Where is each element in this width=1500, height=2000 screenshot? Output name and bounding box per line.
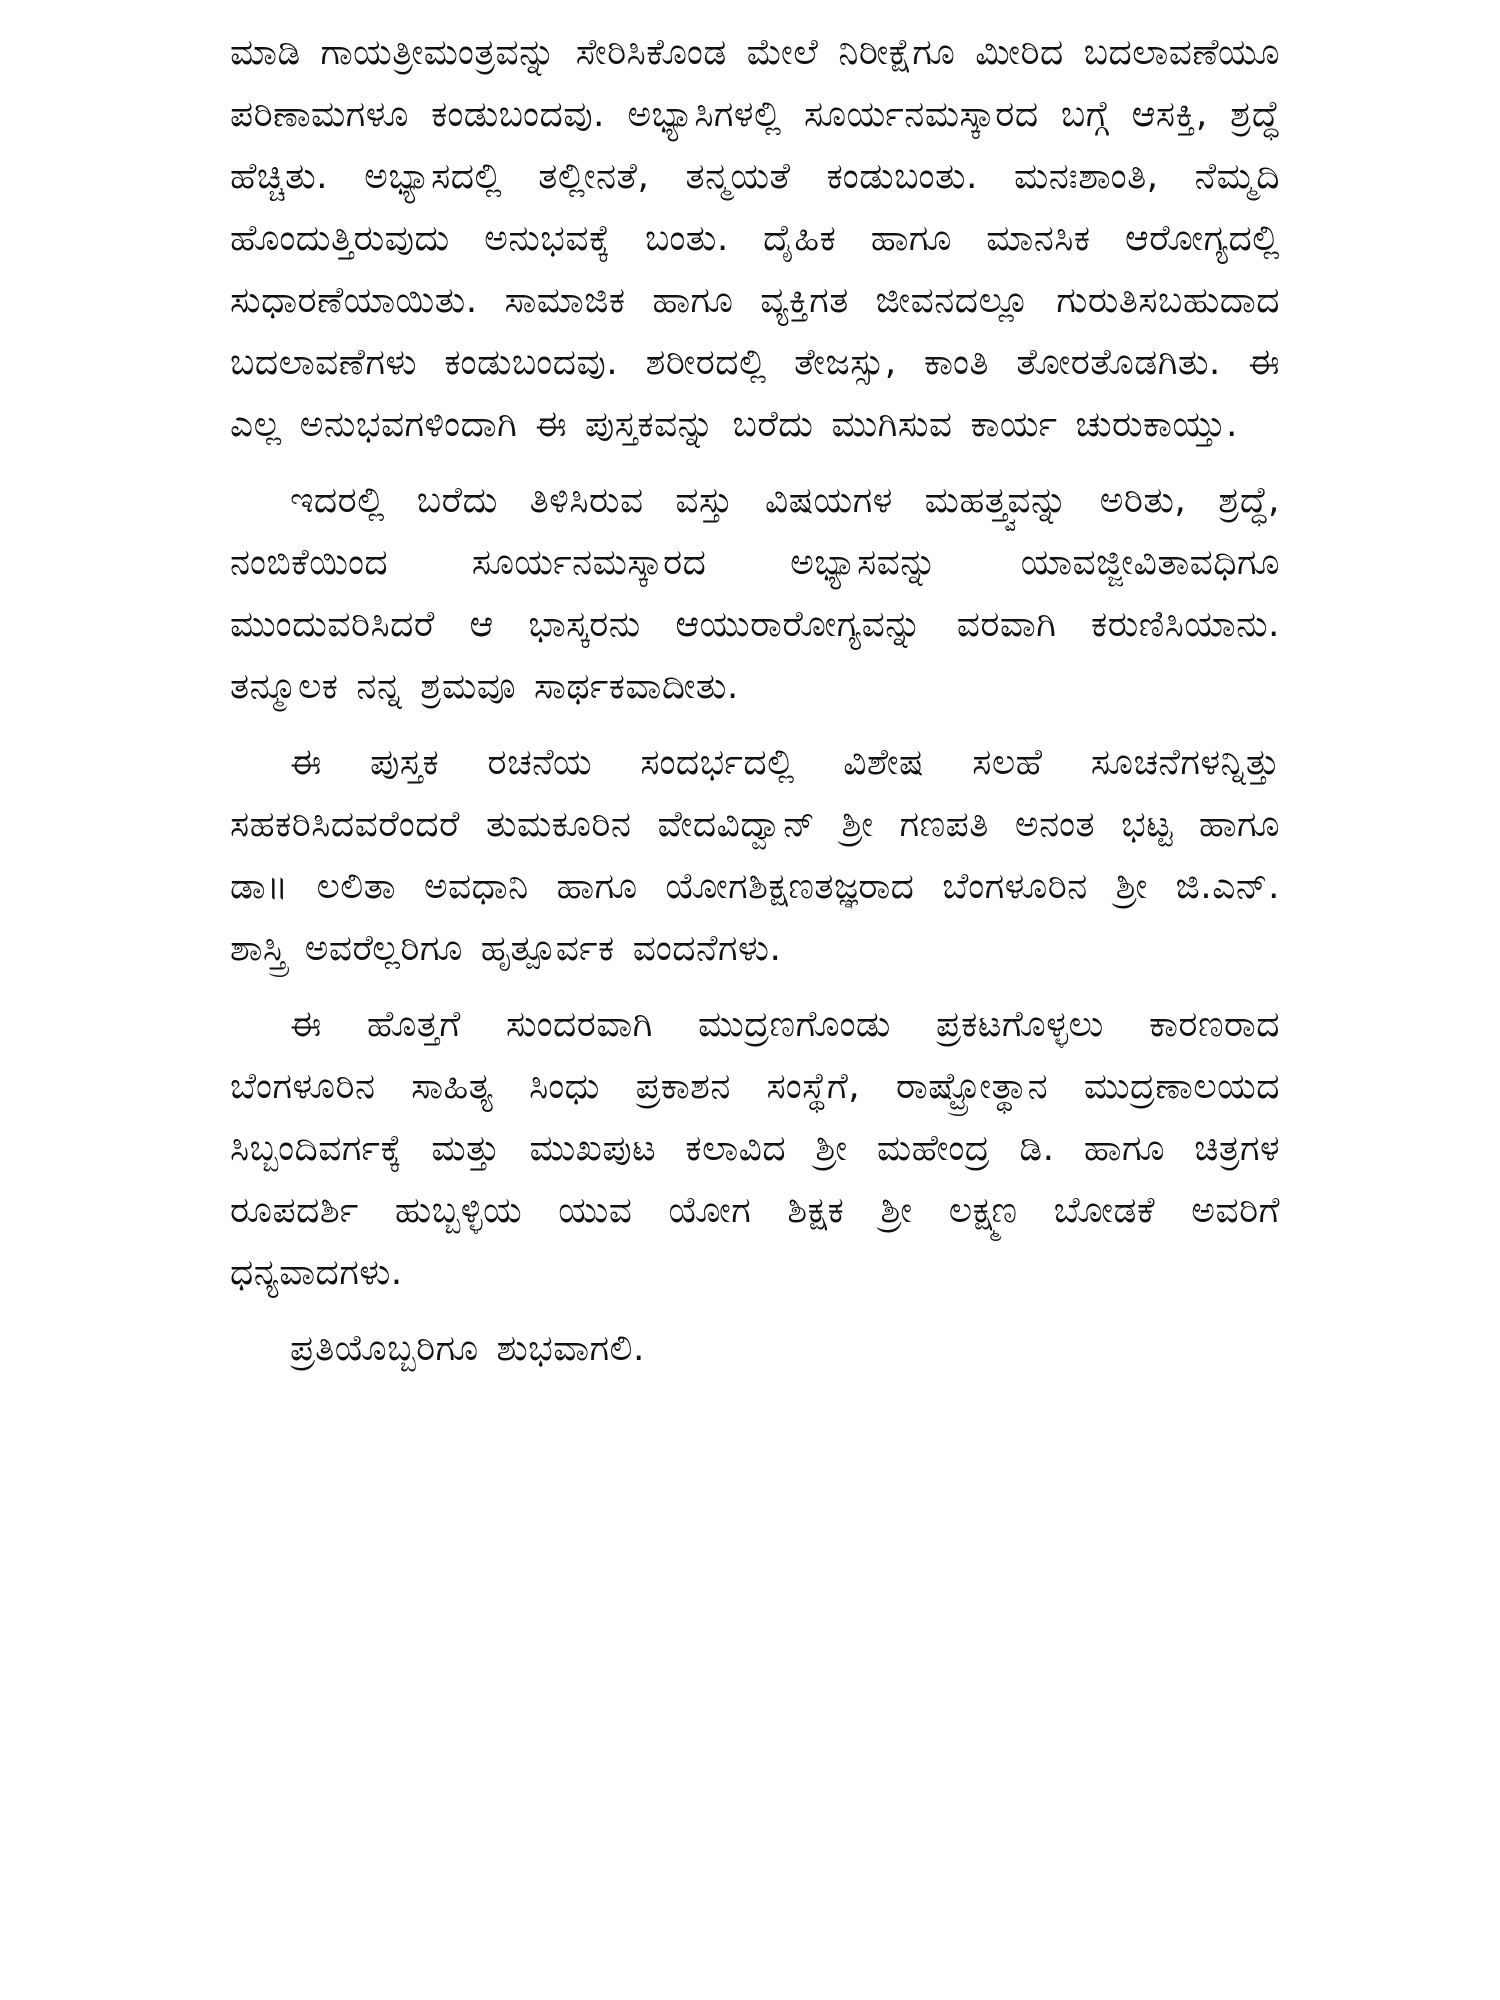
paragraph-acknowledgement-publishers: ಈ ಹೊತ್ತಗೆ ಸುಂದರವಾಗಿ ಮುದ್ರಣಗೊಂಡು ಪ್ರಕಟಗೊಳ್ಳಲು ಕಾರಣರಾದ ಬೆಂಗಳೂರಿನ ಸಾಹಿತ್ಯ ಸಿಂಧು ಪ್ರಕಾಶನ ಸಂಸ್ಥೆಗೆ, ರಾಷ್ಟ್ರೋತ್ಥಾನ ಮುದ್ರಣಾಲಯದ ಸಿಬ್ಬಂದಿವರ್ಗಕ್ಕೆ ಮತ್ತು ಮುಖಪುಟ ಕಲಾವಿದ ಶ್ರೀ ಮಹೇಂದ್ರ ಡಿ. ಹಾಗೂ ಚಿತ್ರಗಳ ರೂಪದರ್ಶಿ ಹುಬ್ಬಳ್ಳಿಯ ಯುವ ಯೋಗ ಶಿಕ್ಷಕ ಶ್ರೀ ಲಕ್ಷ್ಮಣ ಬೋಡಕೆ ಅವರಿಗೆ ಧನ್ಯವಾದಗಳು. — [230, 1004, 1280, 1293]
paragraph-practice-benefits: ಇದರಲ್ಲಿ ಬರೆದು ತಿಳಿಸಿರುವ ವಸ್ತು ವಿಷಯಗಳ ಮಹತ್ತ್ವವನ್ನು ಅರಿತು, ಶ್ರದ್ಧೆ, ನಂಬಿಕೆಯಿಂದ ಸೂರ್ಯನಮಸ್ಕಾರದ ಅಭ್ಯಾಸವನ್ನು ಯಾವಜ್ಜೀವಿತಾವಧಿಗೂ ಮುಂದುವರಿಸಿದರೆ ಆ ಭಾಸ್ಕರನು ಆಯುರಾರೋಗ್ಯವನ್ನು ವರವಾಗಿ ಕರುಣಿಸಿಯಾನು. ತನ್ಮೂಲಕ ನನ್ನ ಶ್ರಮವೂ ಸಾರ್ಥಕವಾದೀತು. — [230, 480, 1280, 707]
document-page — [230, 22, 1280, 1380]
paragraph-continuation: ಮಾಡಿ ಗಾಯತ್ರೀಮಂತ್ರವನ್ನು ಸೇರಿಸಿಕೊಂಡ ಮೇಲೆ ನಿರೀಕ್ಷೆಗೂ ಮೀರಿದ ಬದಲಾವಣೆಯೂ ಪರಿಣಾಮಗಳೂ ಕಂಡುಬಂದವು. ಅಭ್ಯಾಸಿಗಳಲ್ಲಿ ಸೂರ್ಯನಮಸ್ಕಾರದ ಬಗ್ಗೆ ಆಸಕ್ತಿ, ಶ್ರದ್ಧೆ ಹೆಚ್ಚಿತು. ಅಭ್ಯಾಸದಲ್ಲಿ ತಲ್ಲೀನತೆ, ತನ್ಮಯತೆ ಕಂಡುಬಂತು. ಮನಃಶಾಂತಿ, ನೆಮ್ಮದಿ ಹೊಂದುತ್ತಿರುವುದು ಅನುಭವಕ್ಕೆ ಬಂತು. ದೈಹಿಕ ಹಾಗೂ ಮಾನಸಿಕ ಆರೋಗ್ಯದಲ್ಲಿ ಸುಧಾರಣೆಯಾಯಿತು. ಸಾಮಾಜಿಕ ಹಾಗೂ ವ್ಯಕ್ತಿಗತ ಜೀವನದಲ್ಲೂ ಗುರುತಿಸಬಹುದಾದ ಬದಲಾವಣೆಗಳು ಕಂಡುಬಂದವು. ಶರೀರದಲ್ಲಿ ತೇಜಸ್ಸು, ಕಾಂತಿ ತೋರತೊಡಗಿತು. ಈ ಎಲ್ಲ ಅನುಭವಗಳಿಂದಾಗಿ ಈ ಪುಸ್ತಕವನ್ನು ಬರೆದು ಮುಗಿಸುವ ಕಾರ್ಯ ಚುರುಕಾಯ್ತು. — [230, 32, 1280, 445]
paragraph-acknowledgement-advisors: ಈ ಪುಸ್ತಕ ರಚನೆಯ ಸಂದರ್ಭದಲ್ಲಿ ವಿಶೇಷ ಸಲಹೆ ಸೂಚನೆಗಳನ್ನಿತ್ತು ಸಹಕರಿಸಿದವರೆಂದರೆ ತುಮಕೂರಿನ ವೇದವಿದ್ವಾನ್ ಶ್ರೀ ಗಣಪತಿ ಅನಂತ ಭಟ್ಟ ಹಾಗೂ ಡಾ॥ ಲಲಿತಾ ಅವಧಾನಿ ಹಾಗೂ ಯೋಗಶಿಕ್ಷಣತಜ್ಞರಾದ ಬೆಂಗಳೂರಿನ ಶ್ರೀ ಜಿ.ಎನ್. ಶಾಸ್ತ್ರಿ ಅವರೆಲ್ಲರಿಗೂ ಹೃತ್ಪೂರ್ವಕ ವಂದನೆಗಳು. — [230, 742, 1280, 969]
paragraph-closing-wish: ಪ್ರತಿಯೊಬ್ಬರಿಗೂ ಶುಭವಾಗಲಿ. — [290, 1328, 645, 1369]
